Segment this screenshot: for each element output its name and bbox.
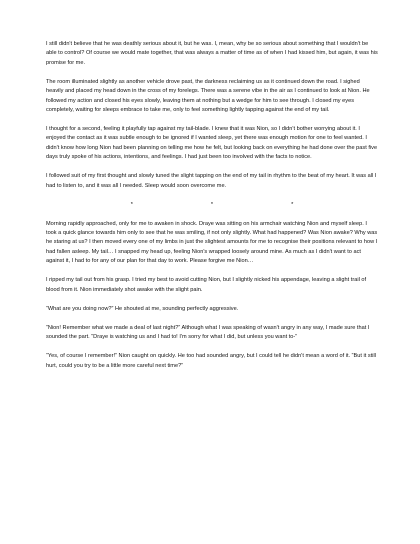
document-page: [46, 40, 378, 381]
paragraph-2: The room illuminated slightly as another vehicle drove past, the darkness reclaiming us as it continued down the road. I sighed heavily and placed my head down in the cross of my forelegs. There was a serene vibe in the air as I continued to look at Nion. He followed my action and closed his eyes slowly, leaving them at nothing but a wedge for him to see through. I closed my eyes completely, waiting for sleeps embrace to take me, only to feel something lightly tapping against the end of my tail.: [46, 78, 370, 114]
paragraph-6: I ripped my tail out from his grasp. I tried my best to avoid cutting Nion, but I slightly nicked his appendage, leaving a slight trail of blood from it. Nion immediately shot awake with the slight pain.: [46, 277, 367, 293]
scene-break-mark: *: [291, 201, 294, 208]
paragraph-8: “Nion! Remember what we made a deal of last night?” Although what I was speaking of wasn't angry in any way, I made sure that I sounded the part. “Draye is watching us and I had to! I'm sorry for what I did, but unless you want to-”: [46, 324, 370, 341]
paragraph-7: “What are you doing now?” He shouted at me, sounding perfectly aggressive.: [46, 305, 239, 312]
paragraph-3: I thought for a second, feeling it playfully tap against my tail-blade. I knew that it was Nion, so I didn't bother worrying about it. I enjoyed the contact as it was subtle enough to be ignored if I wanted sleep, yet there was enough motion for one to feel wanted. I didn't know how long Nion had been planning on telling me how he felt, but looking back on everything he had done over the past five days truly spoke of his actions, intentions, and feelings. I had just been too involved with the facts to notice.: [46, 126, 378, 161]
paragraph-5: Morning rapidly approached, only for me to awaken in shock. Draye was sitting on his armchair watching Nion and myself sleep. I took a quick glance towards him only to see that he was smiling, if not only slightly. What had happened? Was Nion awake? Why was he staring at us? I then moved every one of my limbs in just the slightest amounts for me to recognise their positions relevant to how I had fallen asleep. My tail… I snapped my head up, feeling Nion's wrapped loosely around mine. As much as I didn't want to act against it, I had to for any of our plan for that day to work. Please forgive me Nion…: [46, 220, 378, 265]
scene-break-mark: *: [130, 201, 133, 208]
paragraph-9: “Yes, of course I remember!” Nion caught on quickly. He too had sounded angry, but I could tell he didn't mean a word of it. “But it still hurt, could you try to be a little more careful next time?”: [46, 353, 377, 369]
paragraph-1: I still didn't believe that he was deathly serious about it, but he was. I, mean, why be so serious about something that I wouldn't be able to control? Of course we would mate together, that was always a matter of time as of when I had kissed him, but again, it was his promise for me.: [46, 41, 378, 66]
paragraph-4: I followed suit of my first thought and slowly tuned the slight tapping on the end of my tail in rhythm to the beat of my heart. It was all I had to listen to, and it was all I needed. Sleep would soon overcome me.: [46, 173, 377, 189]
scene-break-mark: *: [210, 201, 214, 208]
scene-break: [46, 201, 378, 210]
